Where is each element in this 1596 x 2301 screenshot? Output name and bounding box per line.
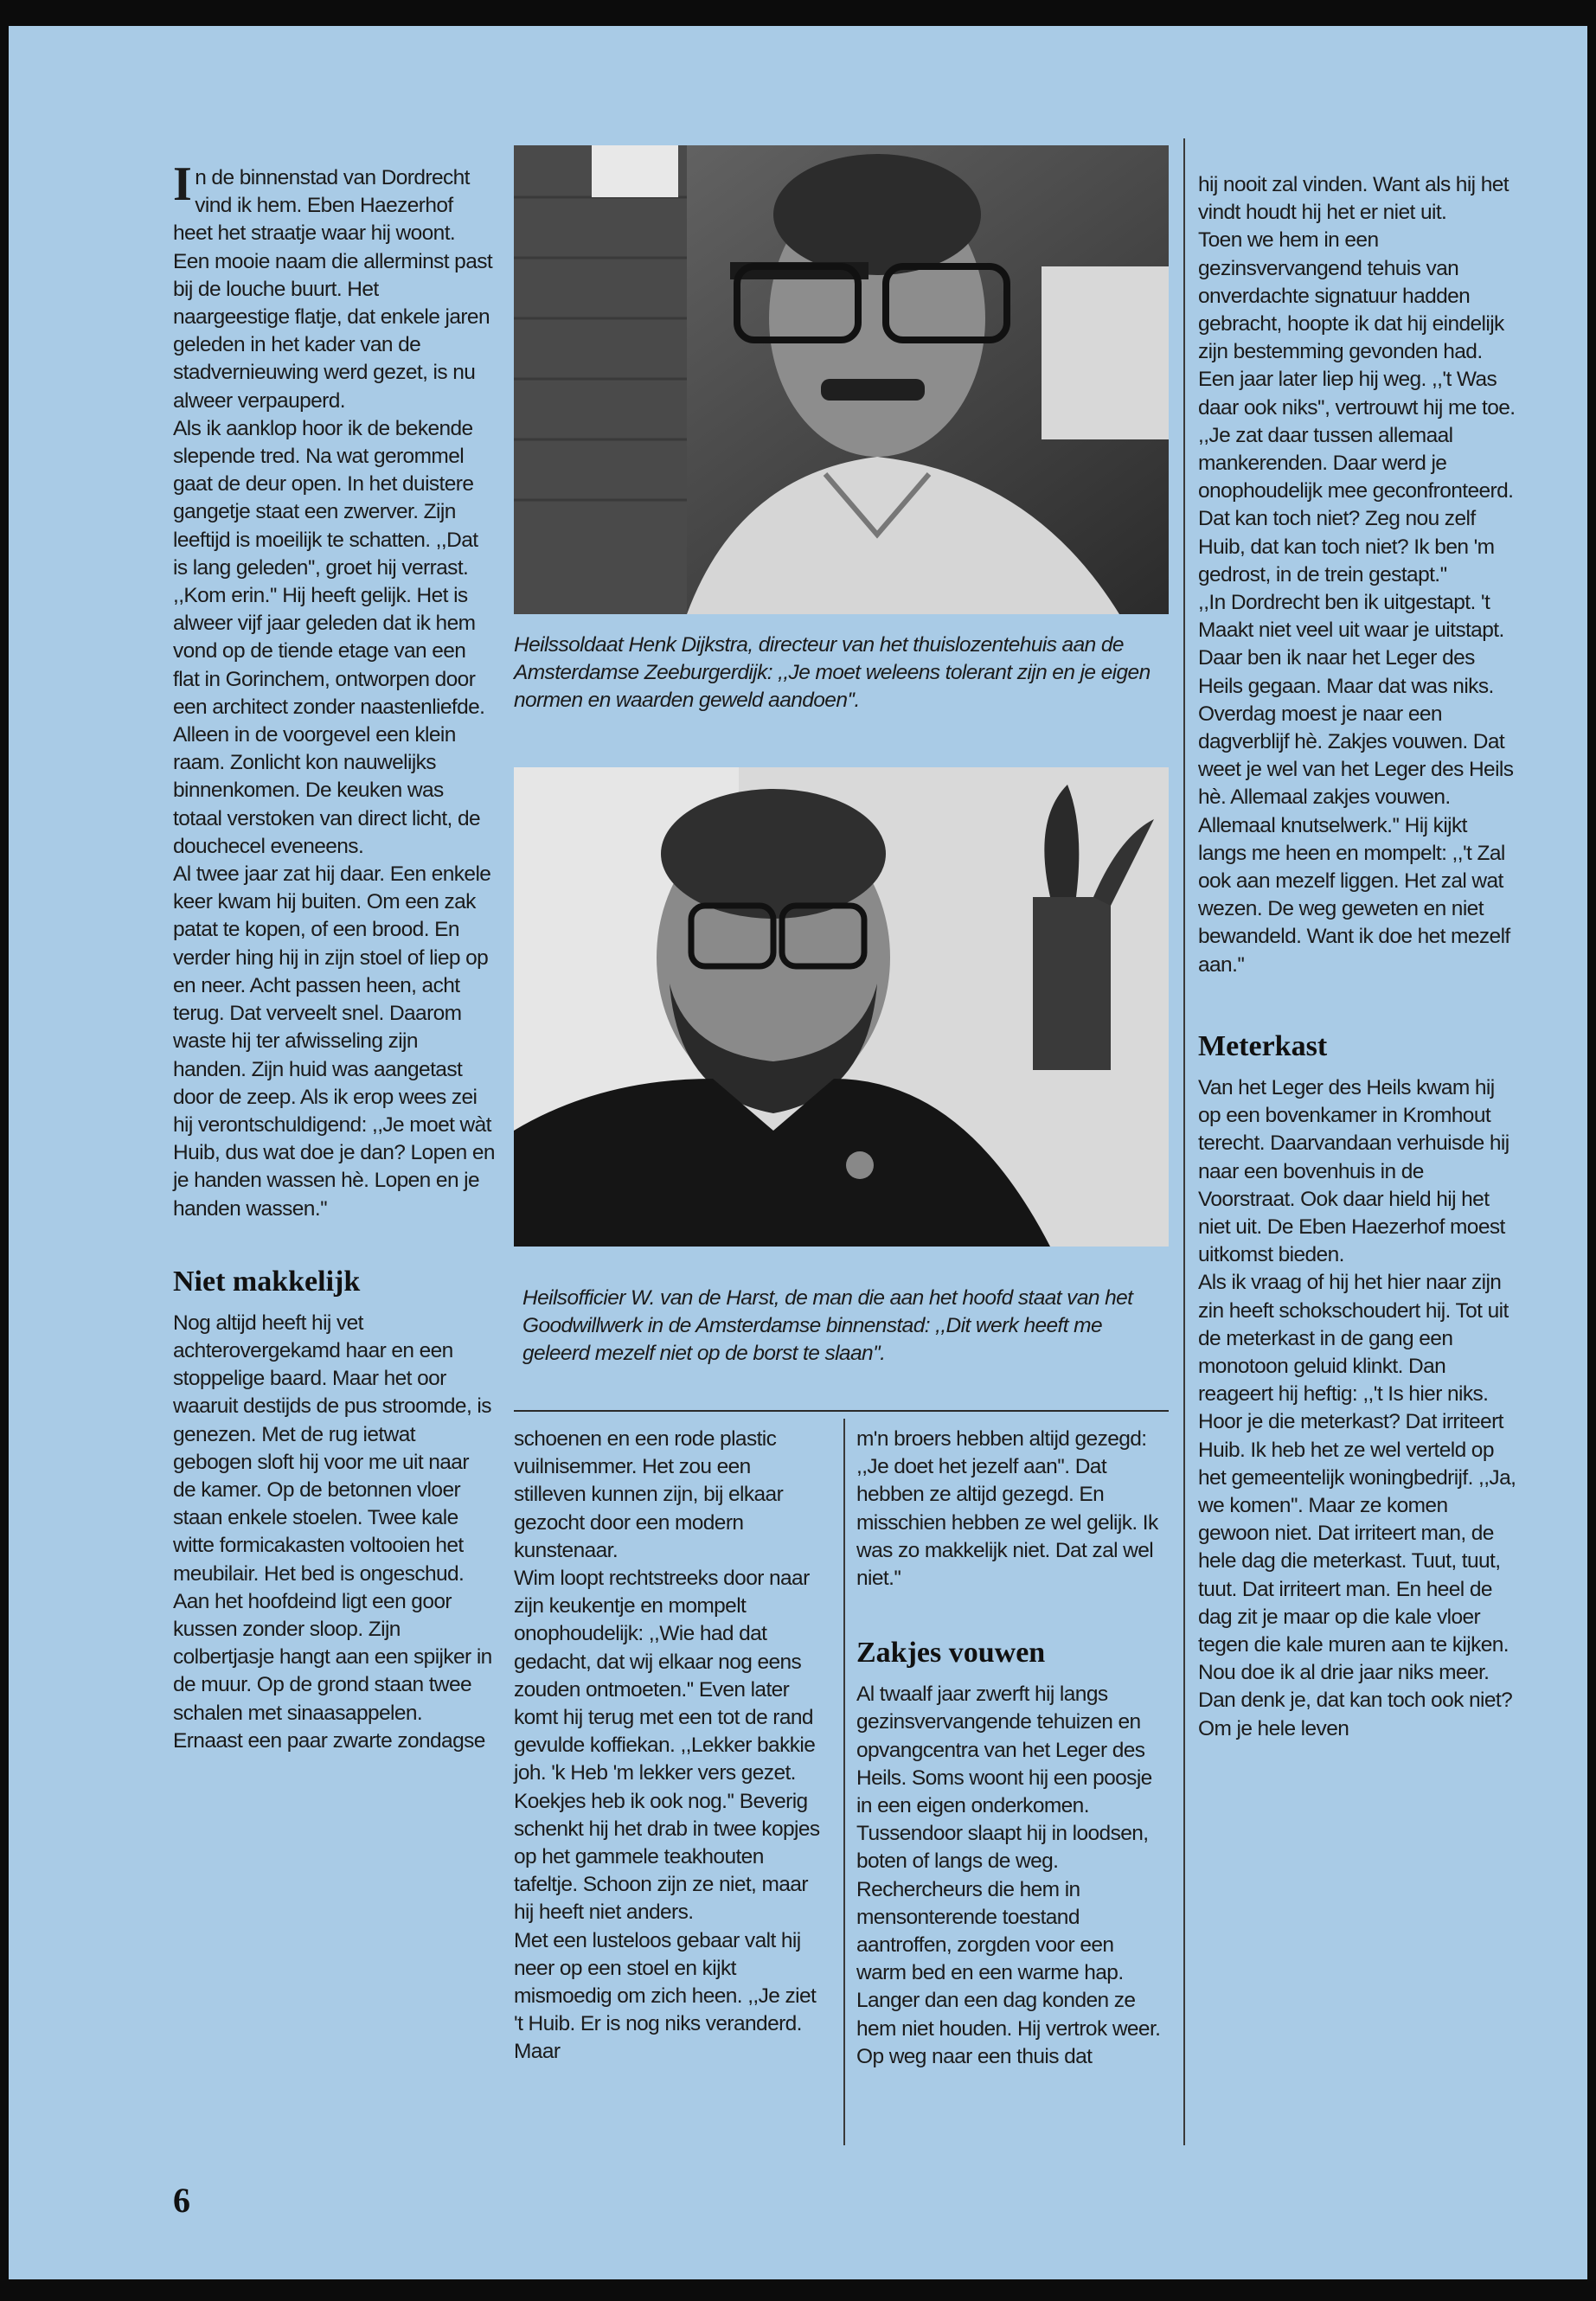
paragraph: schoenen en een rode plastic vuilnisemmer. Het zou een stilleven kunnen zijn, bij elkaar gezocht door een modern kunstenaar. [514,1427,784,1562]
paragraph: Als ik vraag of hij het hier naar zijn zin heeft schokschoudert hij. Tot uit de meterkast in de gang een monotoon geluid klinkt. Dan reageert hij heftig: ,,'t Is hier niks. Hoor je die meterkast? Dat irriteert Huib. Ik heb het ze wel verteld op het gemeentelijk woningbedrijf. ,,Ja, we komen''. Maar ze komen gewoon niet. Dat irriteert man, de hele dag die meterkast. Tuut, tuut, tuut. Dat irriteert man. En heel de dag zit je maar op die kale vloer tegen die kale muren aan te kijken. Nou doe ik al drie jaar niks meer. Dan denk je, dat kan toch ook niet? Om je hele leven [1198,1271,1516,1740]
paragraph: Al twee jaar zat hij daar. Een enkele keer kwam hij buiten. Om een zak patat te kopen, of een brood. En verder hing hij in zijn stoel of liep op en neer. Acht passen heen, acht terug. Dat verveelt snel. Daarom waste hij ter afwisseling zijn handen. Zijn huid was aangetast door de zeep. Als ik erop wees zei hij verontschuldigend: ,,Je moet wàt Huib, dus wat doe je dan? Lopen en je handen wassen hè. Lopen en je handen wassen.'' [173,862,495,1221]
divider [514,1410,1169,1412]
dropcap: I [173,157,192,211]
column-1 [173,157,495,1755]
paragraph: Als ik aanklop hoor ik de bekende slepende tred. Na wat gerommel gaat de deur open. In het duistere gangetje staat een zwerver. Zijn leeftijd is moeilijk te schatten. ,,Dat is lang geleden'', groet hij verrast. ,,Kom erin.'' Hij heeft gelijk. Het is alweer vijf jaar geleden dat ik hem vond op de tiende etage van een flat in Gorinchem, ontworpen door een architect zonder naastenliefde. Alleen in de voorgevel een klein raam. Zonlicht kon nauwelijks binnenkomen. De keuken was totaal verstoken van direct licht, de douchecel eveneens. [173,416,485,858]
paragraph: hij nooit zal vinden. Want als hij het vindt houdt hij het er niet uit. [1198,173,1509,225]
photo-caption: Heilsofficier W. van de Harst, de man die aan het hoofd staat van het Goodwillwerk in de Amsterdamse binnenstad: ,,Dit werk heeft me geleerd mezelf niet op de borst te slaan''. [522,1286,1133,1365]
paragraph: Nog altijd heeft hij vet achterovergekamd haar en een stoppelige baard. Maar het oor waaruit destijds de pus stroomde, is genezen. Met de rug ietwat gebogen sloft hij voor me uit naar de kamer. Op de betonnen vloer staan enkele stoelen. Twee kale witte formicakasten voltooien het meubilair. Het bed is ongeschud. Aan het hoofdeind ligt een goor kussen zonder sloop. Zijn colbertjasje hangt aan een spijker in de muur. Op de grond staan twee schalen met sinaasappelen. Ernaast een paar zwarte zondagse [173,1311,492,1753]
portrait-man-beard-uniform [514,767,1169,1247]
column-divider [843,1419,845,2145]
photo-van-de-harst [514,767,1169,1247]
paragraph: In de binnenstad van Dordrecht vind ik hem. Eben Haezerhof heet het straatje waar hij woont. Een mooie naam die allerminst past bij de louche buurt. Het naargeestige flatje, dat enkele jaren geleden in het kader van de stadvernieuwing werd gezet, is nu alweer verpauperd. [173,157,493,413]
column-3 [856,1426,1168,2071]
paragraph: Van het Leger des Heils kwam hij op een bovenkamer in Kromhout terecht. Daarvandaan verhuisde hij naar een bovenhuis in de Voorstraat. Ook daar hield hij het niet uit. De Eben Haezerhof moest uitkomst bieden. [1198,1075,1509,1267]
paragraph: ,,In Dordrecht ben ik uitgestapt. 't Maakt niet veel uit waar je uitstapt. Daar ben ik naar het Leger des Heils gegaan. Maar dat was niks. Overdag moest je naar een dagverblijf hè. Zakjes vouwen. Dat weet je wel van het Leger des Heils hè. Allemaal zakjes vouwen. Allemaal knutselwerk.'' Hij kijkt langs me heen en mompelt: ,,'t Zal ook aan mezelf liggen. Het zal wat wezen. De weg geweten en niet bewandeld. Want ik doe het mezelf aan.'' [1198,591,1514,977]
section-heading: Niet makkelijk [173,1265,361,1298]
photo-caption: Heilssoldaat Henk Dijkstra, directeur van het thuislozentehuis aan de Amsterdamse Zeeburgerdijk: ,,Je moet weleens tolerant zijn en je eigen normen en waarden geweld aandoen''. [514,633,1151,712]
paragraph: m'n broers hebben altijd gezegd: ,,Je doet het jezelf aan''. Dat hebben ze altijd gezegd. En misschien hebben ze wel gelijk. Ik was zo makkelijk niet. Dat zal wel niet.'' [856,1427,1158,1591]
column-4 [1198,171,1518,1743]
paragraph: Met een lusteloos gebaar valt hij neer op een stoel en kijkt mismoedig om zich heen. ,,Je ziet 't Huib. Er is nog niks veranderd. Maar [514,1928,817,2064]
page-number: 6 [173,2181,190,2220]
section-heading: Meterkast [1198,1029,1328,1062]
column-2 [514,1426,825,2067]
magazine-page [9,26,1587,2279]
paragraph: Toen we hem in een gezinsvervangend tehuis van onverdachte signatuur hadden gebracht, hoopte ik dat hij eindelijk zijn bestemming gevonden had. Een jaar later liep hij weg. ,,'t Was daar ook niks'', vertrouwt hij me toe. ,,Je zat daar tussen allemaal mankerenden. Daar werd je onophoudelijk mee geconfronteerd. Dat kan toch niet? Zeg nou zelf Huib, dat kan toch niet? Ik ben 'm gedrost, in de trein gestapt.'' [1198,228,1516,586]
photo-henk-dijkstra [514,145,1169,614]
paragraph: Al twaalf jaar zwerft hij langs gezinsvervangende tehuizen en opvangcentra van het Leger des Heils. Soms woont hij een poosje in een eigen onderkomen. Tussendoor slaapt hij in loodsen, boten of langs de weg. Rechercheurs die hem in mensonterende toestand aantroffen, zorgden voor een warm bed en een warme hap. Langer dan een dag konden ze hem niet houden. Hij vertrok weer. Op weg naar een thuis dat [856,1682,1161,2068]
portrait-man-glasses-mustache [514,145,1169,614]
column-divider [1183,138,1185,2145]
paragraph: Wim loopt rechtstreeks door naar zijn keukentje en mompelt onophoudelijk: ,,Wie had dat gedacht, dat wij elkaar nog eens zouden ontmoeten.'' Even later komt hij terug met een tot de rand gevulde koffiekan. ,,Lekker bakkie joh. 'k Heb 'm lekker vers gezet. Koekjes heb ik ook nog.'' Beverig schenkt hij het drab in twee kopjes op het gammele teakhouten tafeltje. Schoon zijn ze niet, maar hij heeft niet anders. [514,1567,820,1925]
section-heading: Zakjes vouwen [856,1637,1046,1670]
